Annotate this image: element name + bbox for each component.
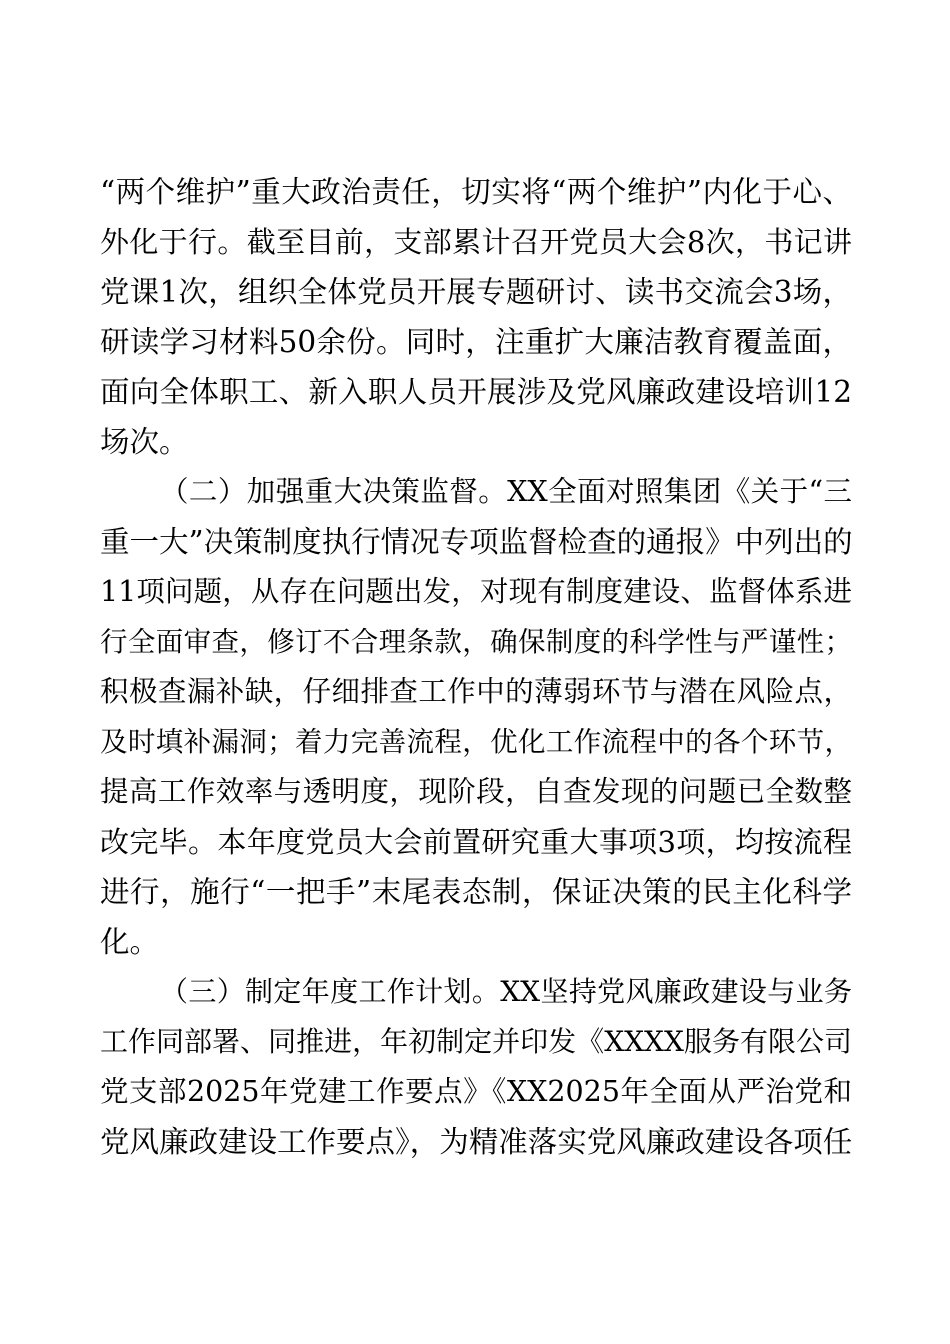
paragraph-3-line: 党支部2025年党建工作要点》《XX2025年全面从严治党和 — [100, 1075, 852, 1108]
paragraph-2-line: 积极查漏补缺，仔细排查工作中的薄弱环节与潜在风险点， — [100, 675, 852, 708]
paragraph-1-line: 党课1次，组织全体党员开展专题研讨、读书交流会3场， — [100, 275, 852, 309]
paragraph-2-line: 行全面审查，修订不合理条款，确保制度的科学性与严谨性； — [100, 626, 852, 658]
paragraph-1-line: 研读学习材料50余份。同时，注重扩大廉洁教育覆盖面， — [100, 325, 852, 359]
paragraph-2-line: 重一大”决策制度执行情况专项监督检查的通报》中列出的 — [100, 525, 853, 559]
paragraph-2-line: 11项问题，从存在问题出发，对现有制度建设、监督体系进 — [100, 575, 852, 608]
paragraph-2-line: 及时填补漏洞；着力完善流程，优化工作流程中的各个环节， — [100, 726, 852, 758]
paragraph-1-line: “两个维护”重大政治责任，切实将“两个维护”内化于心、 — [100, 175, 852, 209]
paragraph-2-line: 化。 — [100, 925, 160, 959]
paragraph-2-line: 提高工作效率与透明度，现阶段，自查发现的问题已全数整 — [100, 775, 852, 808]
paragraph-2-line: （二）加强重大决策监督。XX全面对照集团《关于“三 — [160, 475, 852, 508]
paragraph-1-line: 场次。 — [100, 425, 189, 459]
paragraph-2-line: 进行，施行“一把手”末尾表态制，保证决策的民主化科学 — [100, 875, 852, 909]
paragraph-3-line: 工作同部署、同推进，年初制定并印发《XXXX服务有限公司 — [100, 1025, 852, 1058]
paragraph-3-line: （三）制定年度工作计划。XX坚持党风廉政建设与业务 — [160, 975, 852, 1008]
paragraph-1-line: 外化于行。截至目前，支部累计召开党员大会8次，书记讲 — [100, 225, 852, 259]
paragraph-1-line: 面向全体职工、新入职人员开展涉及党风廉政建设培训12 — [100, 375, 852, 409]
paragraph-2-line: 改完毕。本年度党员大会前置研究重大事项3项，均按流程 — [100, 825, 852, 859]
paragraph-3-line: 党风廉政建设工作要点》，为精准落实党风廉政建设各项任 — [100, 1125, 853, 1159]
